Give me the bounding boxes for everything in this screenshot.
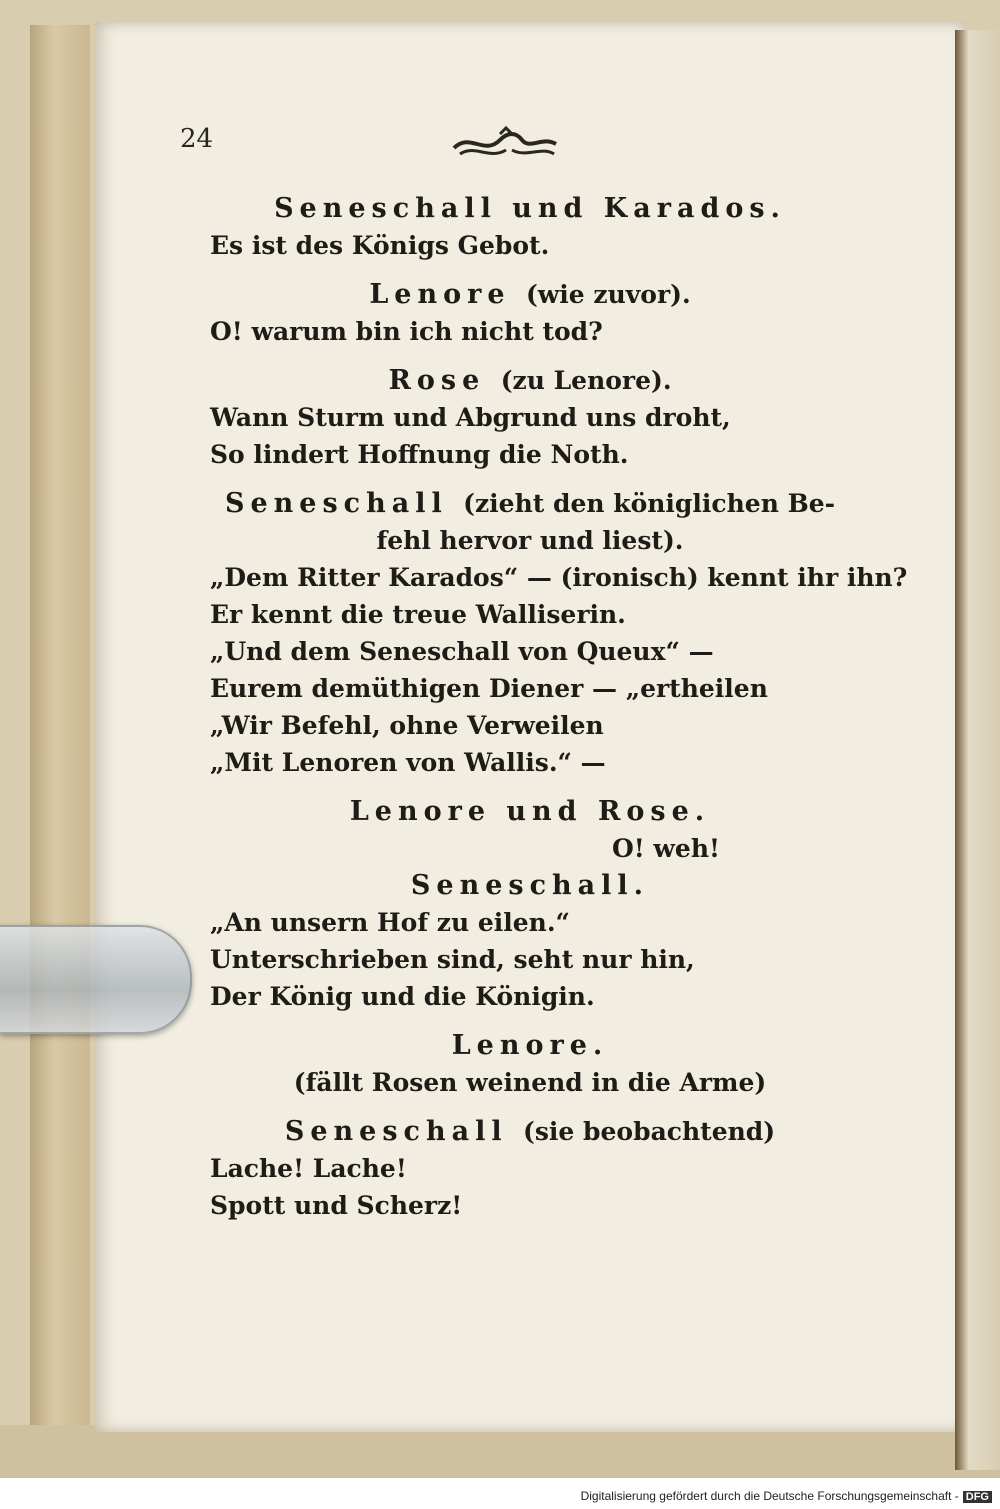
speaker-line: [210, 1113, 850, 1150]
page-clip: [0, 925, 192, 1034]
verse-line: „Mit Lenoren von Wallis.“ —: [210, 748, 606, 777]
verse-line: Er kennt die treue Walliserin.: [210, 600, 626, 629]
speaker-name: Rose: [388, 365, 486, 396]
verse-line: O! warum bin ich nicht tod?: [210, 317, 603, 346]
verse-line: Wann Sturm und Abgrund uns droht,: [210, 403, 731, 432]
speaker-line: Lenore und Rose.: [349, 796, 711, 827]
stage-direction: (wie zuvor).: [525, 280, 691, 309]
digitization-credit: [581, 1489, 992, 1503]
scan-bottom-border: [0, 1425, 1000, 1478]
speaker-line: Seneschall und Karados.: [274, 193, 786, 224]
speaker-name: Lenore: [369, 279, 511, 310]
book-edge: [30, 25, 90, 1425]
verse-line: O! weh!: [611, 834, 720, 863]
stage-direction: fehl hervor und liest).: [376, 526, 684, 555]
verse-line: So lindert Hoffnung die Noth.: [210, 440, 629, 469]
verse-line: Spott und Scherz!: [210, 1191, 463, 1220]
speaker-line: [210, 276, 850, 313]
book-gutter: [955, 30, 1000, 1470]
ornament-icon: [450, 126, 560, 162]
speaker-name: Seneschall: [224, 488, 448, 519]
page-number: 24: [180, 124, 214, 154]
verse-text: [210, 190, 908, 1224]
verse-line: Unterschrieben sind, seht nur hin,: [210, 945, 695, 974]
dfg-logo: DFG: [963, 1491, 992, 1503]
stage-direction: (zieht den königlichen Be-: [463, 489, 836, 518]
verse-line: Eurem demüthigen Diener — „ertheilen: [210, 674, 768, 703]
stage-direction: (sie beobachtend): [523, 1117, 776, 1146]
speaker-line: [210, 362, 850, 399]
speaker-line: Lenore.: [451, 1030, 609, 1061]
verse-line: „Dem Ritter Karados“ — (ironisch) kennt ihr ihn?: [210, 563, 908, 592]
speaker-name: Seneschall: [284, 1116, 508, 1147]
credit-text: Digitalisierung gefördert durch die Deutsche Forschungsgemeinschaft -: [580, 1489, 959, 1503]
speaker-line: Seneschall.: [410, 870, 650, 901]
stage-direction: (zu Lenore).: [500, 366, 672, 395]
stage-direction: (fällt Rosen weinend in die Arme): [293, 1068, 767, 1097]
verse-line: „Und dem Seneschall von Queux“ —: [210, 637, 714, 666]
verse-line: Es ist des Königs Gebot.: [210, 231, 550, 260]
verse-line: Lache! Lache!: [210, 1154, 407, 1183]
speaker-line: [210, 485, 850, 522]
verse-line: „Wir Befehl, ohne Verweilen: [210, 711, 604, 740]
verse-line: „An unsern Hof zu eilen.“: [210, 908, 570, 937]
verse-line: Der König und die Königin.: [210, 982, 595, 1011]
